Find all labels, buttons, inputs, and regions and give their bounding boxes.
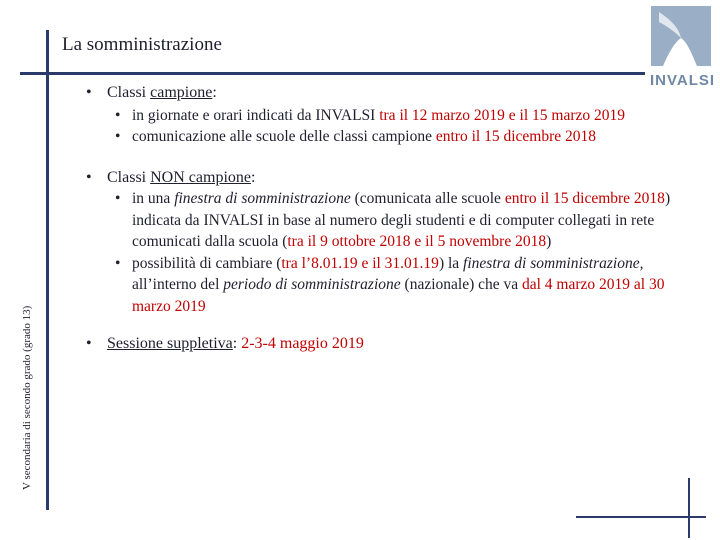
side-label: V secondaria di secondo grado (grado 13) [21,305,33,490]
sub-bullet-finestra: • in una finestra di somministrazione (comunicata alle scuole entro il 15 dicembre 2018) indicata da INVALSI in base al numero degli studenti e di computer collegati in rete comunicati dalla scuola (tra il 9 ottobre 2018 e il 5 novembre 2018) [101,188,694,253]
logo-text: INVALSI [650,72,716,89]
sub-bullet-comunicazione: • comunicazione alle scuole delle classi campione entro il 15 dicembre 2018 [101,126,694,148]
slide-content [84,82,694,355]
bullet-non-campione: • Classi NON campione: [84,167,694,189]
vertical-rule [46,30,49,510]
corner-cross-horizontal [576,516,706,518]
bullet-campione: • Classi campione: [84,82,694,104]
slide-title: La somministrazione [62,34,222,55]
corner-cross-vertical [688,478,690,538]
sub-bullet-cambiare: • possibilità di cambiare (tra l’8.01.19 e il 31.01.19) la finestra di somministrazione, all’interno del periodo di somministrazione (nazionale) che va dal 4 marzo 2019 al 30 marzo 2019 [101,253,694,318]
sub-bullet-giornate: • in giornate e orari indicati da INVALSI tra il 12 marzo 2019 e il 15 marzo 2019 [101,105,694,127]
horizontal-rule [20,72,645,75]
bullet-sessione-suppletiva: • Sessione suppletiva: 2-3-4 maggio 2019 [84,333,694,355]
